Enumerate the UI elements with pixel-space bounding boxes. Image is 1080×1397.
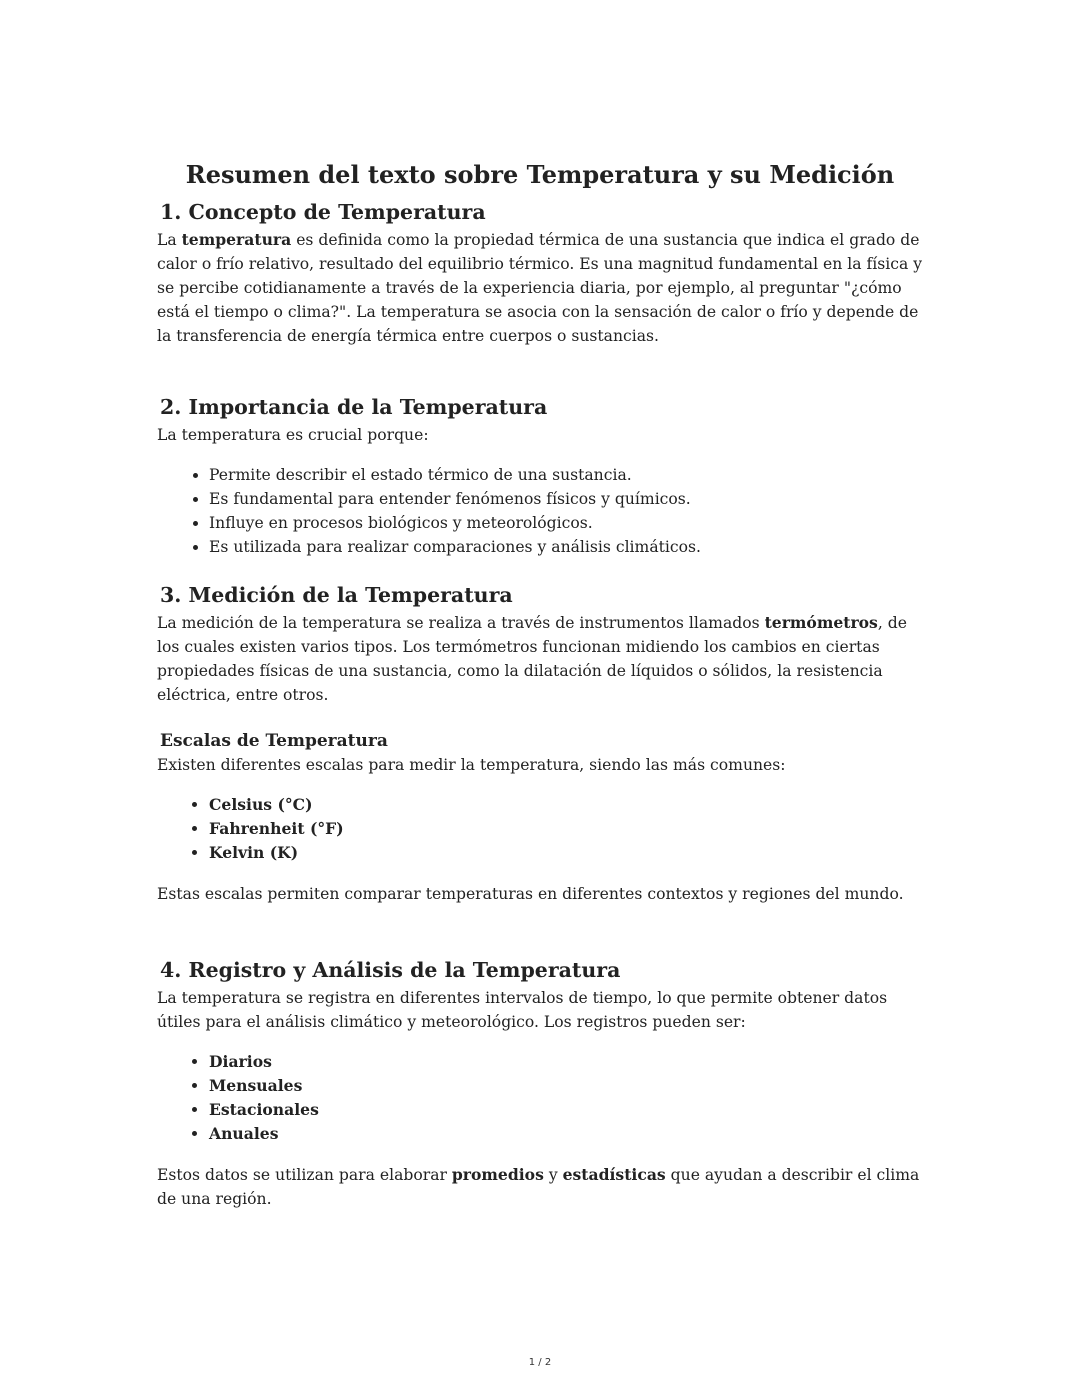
- list-item: • Fahrenheit (°F): [209, 817, 927, 841]
- bullet-list: [157, 463, 927, 559]
- list-item: • Permite describir el estado térmico de una sustancia.: [209, 463, 927, 487]
- list-item: • Es utilizada para realizar comparaciones y análisis climáticos.: [209, 535, 927, 559]
- bold-term: termómetros: [764, 613, 878, 632]
- list-item: • Diarios: [209, 1050, 927, 1074]
- paragraph: Estas escalas permiten comparar temperaturas en diferentes contextos y regiones del mundo.: [157, 885, 904, 903]
- paragraph: [157, 1163, 927, 1211]
- paragraph: La temperatura es crucial porque:: [157, 426, 429, 444]
- list-item: • Anuales: [209, 1122, 927, 1146]
- list-item: • Es fundamental para entender fenómenos físicos y químicos.: [209, 487, 927, 511]
- list-item: • Mensuales: [209, 1074, 927, 1098]
- paragraph: Existen diferentes escalas para medir la temperatura, siendo las más comunes:: [157, 756, 786, 774]
- section-registro: [157, 956, 927, 1211]
- text: , de los cuales existen varios tipos. Los termómetros funcionan midiendo los cambios en ciertas propiedades físicas de una sustancia, como la dilatación de líquidos o sólidos, la resistencia eléctrica, entre otros.: [157, 614, 907, 704]
- text: que ayudan a describir el clima de una región.: [157, 1166, 920, 1208]
- text: es definida como la propiedad térmica de una sustancia que indica el grado de calor o frío relativo, resultado del equilibrio térmico. Es una magnitud fundamental en la física y se percibe cotidianamente a través de la experiencia diaria, por ejemplo, al preguntar "¿cómo está el tiempo o clima?". La temperatura se asocia con la sensación de calor o frío y depende de la transferencia de energía térmica entre cuerpos o sustancias.: [157, 231, 923, 345]
- subsection-heading: Escalas de Temperatura: [160, 731, 388, 751]
- text: Estos datos se utilizan para elaborar: [157, 1166, 452, 1184]
- paragraph: [157, 228, 927, 348]
- list-item: • Influye en procesos biológicos y meteorológicos.: [209, 511, 927, 535]
- paragraph: La temperatura se registra en diferentes intervalos de tiempo, lo que permite obtener datos útiles para el análisis climático y meteorológico. Los registros pueden ser:: [157, 989, 888, 1031]
- bold-term: estadísticas: [562, 1165, 666, 1184]
- text: La medición de la temperatura se realiza a través de instrumentos llamados: [157, 614, 765, 632]
- section-concepto: [157, 198, 927, 348]
- text: La: [157, 231, 182, 249]
- scales-list: [157, 793, 927, 865]
- page-number: 1 / 2: [528, 1357, 552, 1368]
- section-heading: 4. Registro y Análisis de la Temperatura: [160, 958, 621, 982]
- document-title: Resumen del texto sobre Temperatura y su Medición: [185, 160, 895, 189]
- list-item: • Kelvin (K): [209, 841, 927, 865]
- list-item: • Estacionales: [209, 1098, 927, 1122]
- section-medicion: [157, 581, 927, 906]
- list-item: • Celsius (°C): [209, 793, 927, 817]
- section-heading: 3. Medición de la Temperatura: [160, 583, 513, 607]
- section-importancia: [157, 393, 927, 559]
- section-heading: 1. Concepto de Temperatura: [160, 200, 486, 224]
- section-heading: 2. Importancia de la Temperatura: [160, 395, 548, 419]
- text: y: [543, 1166, 563, 1184]
- bold-term: promedios: [451, 1165, 544, 1184]
- paragraph: [157, 611, 927, 707]
- records-list: [157, 1050, 927, 1146]
- bold-term: temperatura: [181, 230, 292, 249]
